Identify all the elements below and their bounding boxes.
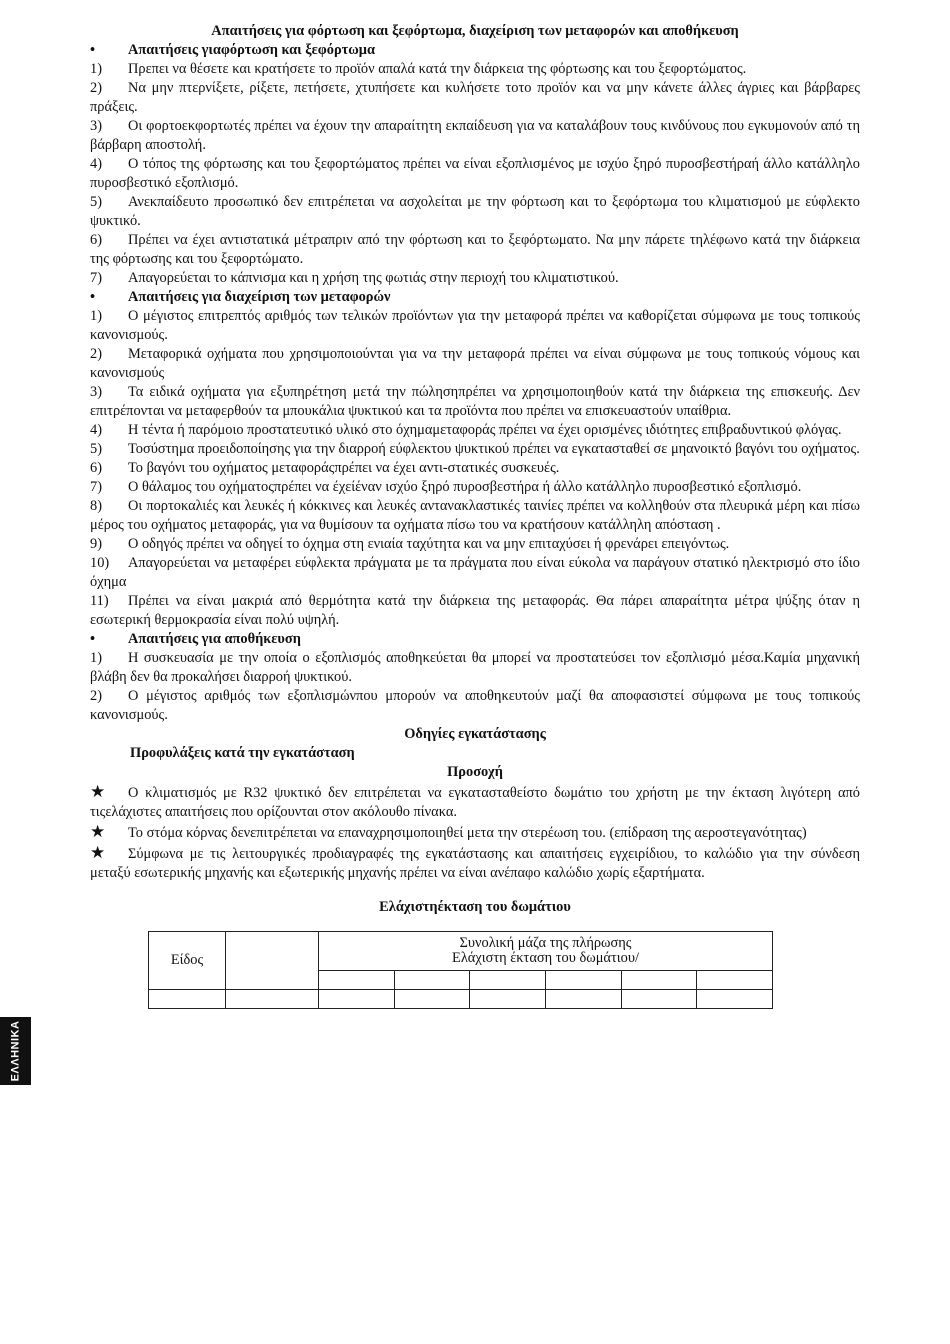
language-side-tab: [0, 1017, 31, 1085]
item-number: 8): [90, 498, 102, 514]
item-text: Τα ειδικά οχήματα για εξυπηρέτηση μετά την πώλησηπρέπει να χρησιμοποιηθούν κατά την διάρκεια της επισκευής. Δεν επιτρέπονται να μεταφερθούν τα μπουκάλια ψυκτικού και τα προϊόντα που πρέπει να επισκευαστούν υπαίθρια.: [90, 384, 860, 419]
item-text: Ο οδηγός πρέπει να οδηγεί το όχημα στη ενιαία ταχύτητα και να μην επιταχύσει ή φρενάρει επειγόντως.: [128, 536, 730, 552]
list-item: [90, 478, 860, 497]
table-cell: [545, 990, 621, 1009]
language-label: ΕΛΛΗΝΙΚΑ: [9, 1020, 21, 1082]
list-item: [90, 383, 860, 421]
table-cell-kind: Είδος: [149, 932, 226, 990]
list-item: [90, 421, 860, 440]
item-number: 6): [90, 232, 102, 248]
star-icon: ★: [90, 782, 106, 801]
item-number: 11): [90, 593, 109, 609]
list-item: [90, 117, 860, 155]
list-loading: [90, 60, 860, 288]
item-number: 1): [90, 308, 102, 324]
table-cell: [545, 971, 621, 990]
item-text: Ο μέγιστος αριθμός των εξοπλισμώνπου μπορούν να αποθηκευτούν μαζί θα αποφασιστεί σύμφωνα με τους τοπικούς κανονισμούς.: [90, 688, 860, 723]
list-item: [90, 459, 860, 478]
list-item: [90, 535, 860, 554]
item-text: Απαγορεύεται το κάπνισμα και η χρήση της φωτιάς στην περιοχή του κλιματιστικού.: [128, 270, 619, 286]
item-number: 6): [90, 460, 102, 476]
table-row: [149, 932, 773, 971]
item-number: 3): [90, 384, 102, 400]
list-item: [90, 231, 860, 269]
attention-note: [90, 782, 860, 822]
item-number: 2): [90, 80, 102, 96]
item-text: Να μην πτερνίξετε, ρίξετε, πετήσετε, χτυπήσετε και κυλήσετε τοτο προϊόν και να μην κάνετε άλλες άγριες και βάρβαρες πράξεις.: [90, 80, 860, 115]
item-number: 7): [90, 270, 102, 286]
list-item: [90, 60, 860, 79]
install-title: Οδηγίες εγκατάστασης: [404, 726, 546, 742]
item-text: Ανεκπαίδευτο προσωπικό δεν επιτρέπεται να ασχολείται με την φόρτωση και το ξεφόρτωμα του κλιματισμού με εύφλεκτο ψυκτικό.: [90, 194, 860, 229]
item-text: Οι πορτοκαλιές και λευκές ή κόκκινες και λευκές αντανακλαστικές ταινίες πρέπει να κολληθούν στα πλευρικά μέρη και πίσω μέρος του οχήματος μεταφοράς, για να θυμίσουν τα οχήματα πίσω του να κρατήσουν κατάλληλη απόσταση .: [90, 498, 860, 533]
table-cell: [621, 971, 697, 990]
item-number: 5): [90, 441, 102, 457]
table-header-line: Ελάχιστη έκταση του δωμάτιου/: [452, 950, 639, 966]
attention-heading: Προσοχή: [447, 764, 503, 780]
item-number: 1): [90, 650, 102, 666]
list-item: [90, 687, 860, 725]
section-heading-transport: • Απαιτήσεις για διαχείριση των μεταφορών: [90, 289, 391, 305]
list-item: [90, 440, 860, 459]
list-item: [90, 155, 860, 193]
list-item: [90, 592, 860, 630]
item-number: 10): [90, 555, 110, 571]
item-number: 1): [90, 61, 102, 77]
list-item: [90, 79, 860, 117]
star-icon: ★: [90, 843, 106, 862]
attention-note: [90, 822, 860, 843]
note-text: Ο κλιματισμός με R32 ψυκτικό δεν επιτρέπεται να εγκατασταθείστο δωμάτιο του χρήστη με την έκταση λιγότερη από τιςελάχιστες απαιτήσεις που ορίζουνται στον ακόλουθο πίνακα.: [90, 785, 860, 820]
item-number: 5): [90, 194, 102, 210]
list-item: [90, 193, 860, 231]
list-item: [90, 554, 860, 592]
table-header-mass: [319, 932, 773, 971]
item-text: Ο μέγιστος επιτρεπτός αριθμός των τελικών προϊόντων για την μεταφορά πρέπει να καθορίζεται σύμφωνα με τους τοπικούς κανονισμούς.: [90, 308, 860, 343]
item-number: 9): [90, 536, 102, 552]
min-area-table: [148, 931, 773, 1009]
item-text: Η συσκευασία με την οποία ο εξοπλισμός αποθηκεύεται θα μπορεί να προστατεύσει τον εξοπλισμό μέσα.Καμία μηχανική βλάβη δεν θα προκαλήσει διαρροή ψυκτικού.: [90, 650, 860, 685]
bullet: •: [90, 631, 96, 647]
list-storage: [90, 649, 860, 725]
install-subtitle: Προφυλάξεις κατά την εγκατάσταση: [130, 745, 355, 761]
list-item: [90, 649, 860, 687]
table-cell: [319, 990, 395, 1009]
item-text: Οι φορτοεκφορτωτές πρέπει να έχουν την απαραίτητη εκπαίδευση για να καταλάβουν τους κινδύνους που εγκυμονούν από τη βάρβαρη αποστολή.: [90, 118, 860, 153]
list-item: [90, 497, 860, 535]
table-cell: [394, 990, 470, 1009]
item-number: 7): [90, 479, 102, 495]
item-number: 4): [90, 422, 102, 438]
table-cell: [226, 990, 319, 1009]
item-number: 2): [90, 688, 102, 704]
note-text: Σύμφωνα με τις λειτουργικές προδιαγραφές της εγκατάστασης και απαιτήσεις εγχειρίδιου, το καλώδιο για την σύνδεση μεταξύ εσωτερικής μηχανής και εξωτερικής μηχανής πρέπει να είναι ανέπαφο καλώδιο χωρίς εξαρτήματα.: [90, 846, 860, 881]
table-title: Ελάχιστηέκταση του δωμάτιου: [379, 899, 571, 915]
table-header-line: Συνολική μάζα της πλήρωσης: [459, 935, 632, 951]
list-item: [90, 345, 860, 383]
item-text: Πρέπει να είναι μακριά από θερμότητα κατά την διάρκεια της μεταφοράς. Θα πάρει απαραίτητα μέτρα ψύξης όταν η εσωτερική θερμοκρασία είναι πολύ υψηλή.: [90, 593, 860, 628]
bullet: •: [90, 289, 96, 305]
item-text: Πρέπει να έχει αντιστατικά μέτραπριν από την φόρτωση και το ξεφόρτωματο. Να μην πάρετε τηλέφωνο κατά την διάρκεια της φόρτωσης και του ξεφορτώματο.: [90, 232, 860, 267]
item-text: Ο θάλαμος του οχήματοςπρέπει να έχείέναν ισχύο ξηρό πυροσβεστήρα ή άλλο κατάλληλο πυροσβεστικό εξοπλισμό.: [128, 479, 802, 495]
page-title: Απαιτήσεις για φόρτωση και ξεφόρτωμα, διαχείριση των μεταφορών και αποθήκευση: [211, 23, 739, 39]
list-item: [90, 269, 860, 288]
table-cell: [319, 971, 395, 990]
document-page: [90, 22, 860, 1009]
item-text: Μεταφορικά οχήματα που χρησιμοποιούνται για να την μεταφορά πρέπει να είναι σύμφωνα με τους τοπικούς νόμους και κανονισμούς: [90, 346, 860, 381]
item-text: Πρεπει να θέσετε και κρατήσετε το προϊόν απαλά κατά την διάρκεια της φόρτωσης και του ξεφορτώματος.: [128, 61, 747, 77]
list-item: [90, 307, 860, 345]
table-cell: [394, 971, 470, 990]
install-notes: [90, 782, 860, 883]
item-number: 4): [90, 156, 102, 172]
note-text: Το στόμα κόρνας δενεπιτρέπεται να επαναχρησιμοποιηθεί μετα την στερέωση του. (επίδραση της αεροστεγανότητας): [128, 825, 807, 841]
table-cell: [149, 990, 226, 1009]
section-heading-storage: • Απαιτήσεις για αποθήκευση: [90, 631, 301, 647]
table-cell: [470, 990, 546, 1009]
star-icon: ★: [90, 822, 106, 841]
item-text: Απαγορεύεται να μεταφέρει εύφλεκτα πράγματα με τα πράγματα που είναι εύκολα να παράγουν στατικό ηλεκτρισμό στο ίδιο όχημα: [90, 555, 860, 590]
item-text: Το βαγόνι του οχήματος μεταφοράςπρέπει να έχει αντι-στατικές συσκευές.: [128, 460, 560, 476]
table-cell: [621, 990, 697, 1009]
bullet: •: [90, 42, 96, 58]
table-cell: [226, 932, 319, 990]
item-text: Τοσύστημα προειδοποίησης για την διαρροή εύφλεκτου ψυκτικού πρέπει να εγκατασταθεί σε μηανοικτό βαγόνι του οχήματος.: [128, 441, 860, 457]
item-number: 2): [90, 346, 102, 362]
list-transport: [90, 307, 860, 630]
item-text: Η τέντα ή παρόμοιο προστατευτικό υλικό στο όχημαμεταφοράς πρέπει να έχει ορισμένες ιδιότητες επιβραδυντικού φλόγας.: [128, 422, 842, 438]
attention-note: [90, 843, 860, 883]
table-cell: [697, 971, 773, 990]
table-cell: [697, 990, 773, 1009]
section-heading-loading: • Απαιτήσεις γιαφόρτωση και ξεφόρτωμα: [90, 42, 375, 58]
item-number: 3): [90, 118, 102, 134]
table-row: [149, 990, 773, 1009]
item-text: Ο τόπος της φόρτωσης και του ξεφορτώματος πρέπει να είναι εξοπλισμένος με ισχύο ξηρό πυροσβεστήραή άλλο κατάλληλο πυροσβεστικό εξοπλισμό.: [90, 156, 860, 191]
table-cell: [470, 971, 546, 990]
